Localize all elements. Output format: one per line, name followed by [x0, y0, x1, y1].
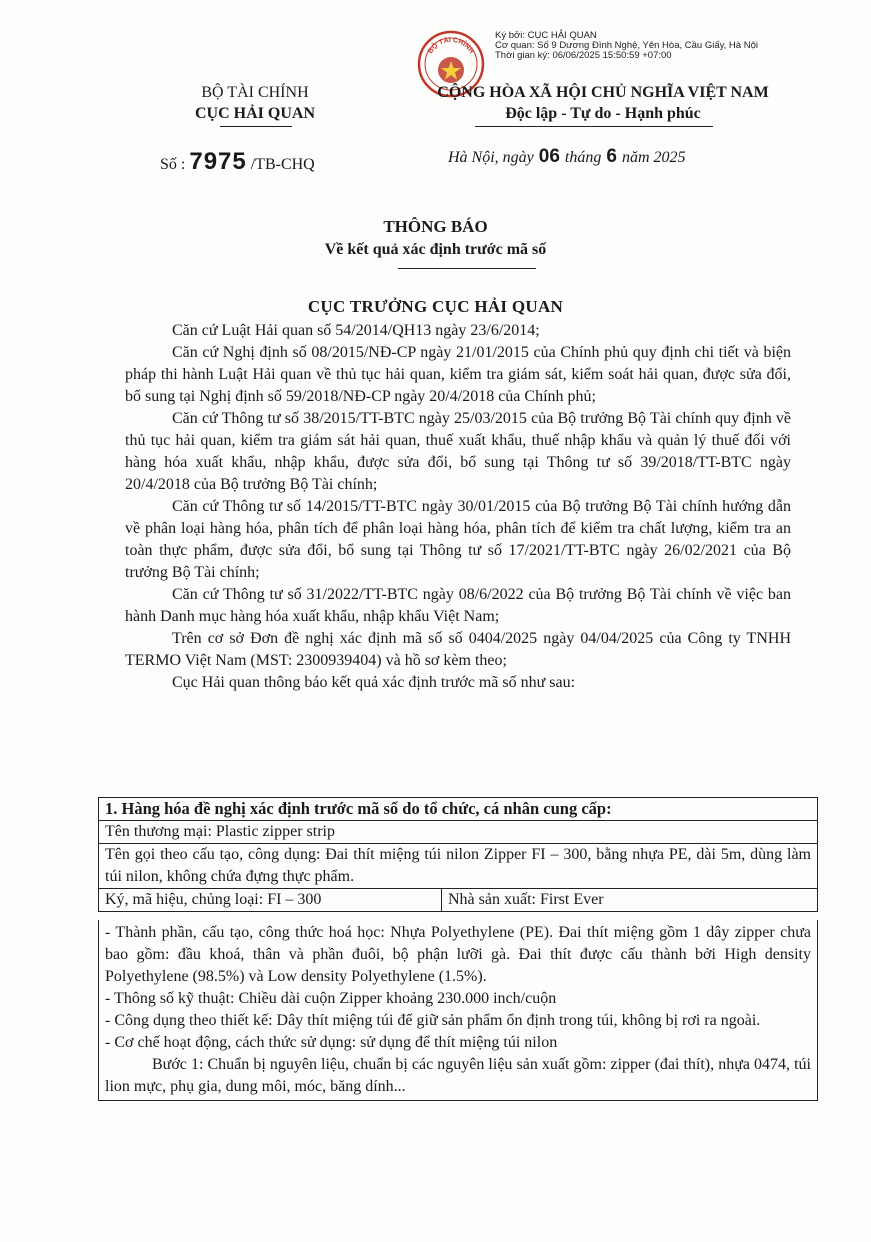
model-cell: Ký, mã hiệu, chủng loại: FI – 300 [99, 889, 442, 911]
date-year: năm 2025 [621, 149, 686, 166]
department-name: CỤC HẢI QUAN [195, 105, 315, 122]
doc-number-value: 7975 [189, 148, 247, 175]
issue-date [448, 146, 686, 168]
usage-text: - Công dụng theo thiết kế: Dây thít miệng túi để giữ sản phẩm ổn định trong túi, không bị rơi ra ngoài. [105, 1012, 761, 1029]
structure-name-row: Tên gọi theo cấu tạo, công dụng: Đai thít miệng túi nilon Zipper FI – 300, bằng nhựa PE, dài 5m, dùng làm túi nilon, không chứa đựng thực phẩm. [99, 844, 817, 889]
document-title: THÔNG BÁO [383, 217, 488, 236]
date-place: Hà Nội, ngày [448, 149, 534, 166]
digital-signature-info [495, 31, 758, 61]
subject-underline [398, 268, 536, 269]
date-month: 6 [606, 146, 617, 167]
paragraph: Cục Hải quan thông báo kết quả xác định trước mã số như sau: [172, 674, 576, 691]
specs-text: - Thông số kỹ thuật: Chiều dài cuộn Zipper khoảng 230.000 inch/cuộn [105, 990, 557, 1007]
national-motto: Độc lập - Tự do - Hạnh phúc [505, 105, 701, 122]
country-name: CỘNG HÒA XÃ HỘI CHỦ NGHĨA VIỆT NAM [437, 84, 769, 101]
signature-signer: Ký bởi: CỤC HẢI QUAN [495, 30, 597, 41]
step1-text: Bước 1: Chuẩn bị nguyên liệu, chuẩn bị các nguyên liệu sản xuất gồm: zipper (đai thít), nhựa 0474, túi lion mực, phụ gia, dung môi, móc, băng dính... [105, 1056, 811, 1095]
issuing-agency [160, 82, 350, 124]
paragraph: Trên cơ sở Đơn đề nghị xác định mã số số 0404/2025 ngày 04/04/2025 của Công ty TNHH TERMO Việt Nam (MST: 2300939404) và hồ sơ kèm theo; [125, 630, 791, 669]
agency-underline [220, 126, 292, 127]
issuing-authority: CỤC TRƯỞNG CỤC HẢI QUAN [307, 297, 564, 316]
date-day: 06 [538, 146, 560, 167]
doc-number-suffix: /TB-CHQ [250, 156, 315, 173]
paragraph: Căn cứ Thông tư số 38/2015/TT-BTC ngày 25/03/2015 của Bộ trưởng Bộ Tài chính quy định về thủ tục hải quan, kiểm tra giám sát hải quan, thuế xuất khẩu, thuế nhập khẩu và quản lý thuế đối với hàng hóa xuất khẩu, nhập khẩu, được sửa đổi, bổ sung tại Thông tư số 39/2018/TT-BTC ngày 20/4/2018 của Bộ trưởng Bộ Tài chính; [125, 410, 791, 493]
document-subject: Về kết quả xác định trước mã số [324, 241, 547, 258]
paragraph: Căn cứ Thông tư số 14/2015/TT-BTC ngày 30/01/2015 của Bộ trưởng Bộ Tài chính hướng dẫn về phân loại hàng hóa, phân tích để phân loại hàng hóa, phân tích để kiểm tra chất lượng, kiểm tra an toàn thực phẩm, được sửa đổi, bổ sung tại Thông tư số 17/2021/TT-BTC ngày 26/02/2021 của Bộ trưởng Bộ Tài chính; [125, 498, 791, 581]
mechanism-text: - Cơ chế hoạt động, cách thức sử dụng: sử dụng để thít miệng túi nilon [105, 1034, 558, 1051]
goods-description [98, 920, 818, 1101]
trade-name-row: Tên thương mại: Plastic zipper strip [99, 821, 817, 844]
paragraph: Căn cứ Thông tư số 31/2022/TT-BTC ngày 08/6/2022 của Bộ trưởng Bộ Tài chính về việc ban hành Danh mục hàng hóa xuất khẩu, nhập khẩu Việt Nam; [125, 586, 791, 625]
doc-number-prefix: Số : [160, 156, 186, 173]
signature-time: Thời gian ký: 06/06/2025 15:50:59 +07:00 [495, 50, 672, 61]
motto-underline [475, 126, 713, 127]
manufacturer-cell: Nhà sản xuất: First Ever [448, 891, 604, 908]
signature-agency: Cơ quan: Số 9 Dương Đình Nghệ, Yên Hòa, Cầu Giấy, Hà Nội [495, 40, 758, 51]
model-manufacturer-row [99, 889, 817, 911]
legal-basis [125, 320, 791, 694]
date-month-label: tháng [564, 149, 602, 166]
seal-text: BỘ TÀI CHÍNH [427, 36, 475, 56]
paragraph: Căn cứ Nghị định số 08/2015/NĐ-CP ngày 21/01/2015 của Chính phủ quy định chi tiết và biện pháp thi hành Luật Hải quan về thủ tục hải quan, kiểm tra giám sát, kiểm soát hải quan, được sửa đổi, bổ sung tại Nghị định số 59/2018/NĐ-CP ngày 20/4/2018 của Chính phủ; [125, 344, 791, 405]
national-header [418, 82, 788, 124]
ministry-name: BỘ TÀI CHÍNH [201, 84, 309, 101]
document-number [160, 148, 315, 176]
composition-text: - Thành phần, cấu tạo, công thức hoá học: Nhựa Polyethylene (PE). Đai thít miệng gồm 1 dây zipper chưa bao gồm: đầu khoá, thân và phần đuôi, bộ phận lưỡi gà. Đai thít được cấu thành bởi High density Polyethylene (98.5%) và Low density Polyethylene (1.5%). [105, 924, 811, 985]
paragraph: Căn cứ Luật Hải quan số 54/2014/QH13 ngày 23/6/2014; [172, 322, 540, 339]
goods-info-table [98, 797, 818, 912]
table-heading: 1. Hàng hóa đề nghị xác định trước mã số do tổ chức, cá nhân cung cấp: [99, 798, 817, 821]
